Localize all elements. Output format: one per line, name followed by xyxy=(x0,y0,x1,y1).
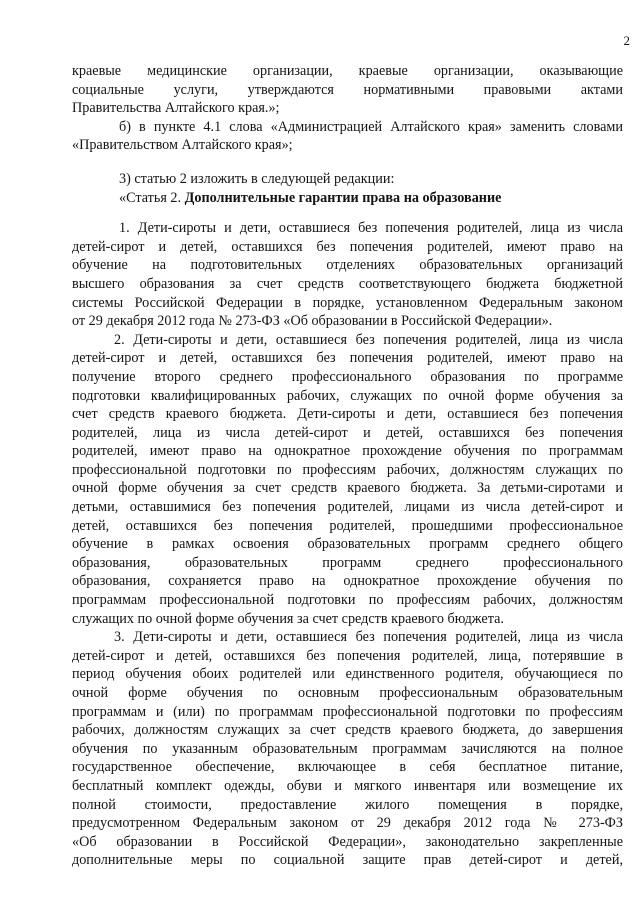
text-line: дополнительные меры по социальной защите прав детей-сирот и детей, xyxy=(72,852,623,869)
text-line: очной форме обучения по основным профессиональным образовательным xyxy=(72,685,623,701)
text-line: 1. Дети-сироты и дети, оставшиеся без попечения родителей, лица из числа xyxy=(119,220,623,237)
text-line: обучение на подготовительных отделениях образовательных организаций xyxy=(72,257,623,274)
text-line: 3. Дети-сироты и дети, оставшиеся без попечения родителей, лица из числа xyxy=(114,629,623,646)
text-line: детей, оставшихся без попечения родителей, прошедшими профессиональное xyxy=(72,517,623,534)
text-line: обучения по указанным образовательным программам зачисляются на полное xyxy=(72,740,623,757)
text-line: программам профессиональной подготовки по профессиям рабочих, должностям xyxy=(72,592,623,609)
text-line: образования, сохраняется право на однократное прохождение обучения по xyxy=(72,573,623,590)
text-line: образования, образовательных программ среднего профессионального xyxy=(72,554,623,571)
text-line: социальные услуги, утверждаются нормативными правовыми актами xyxy=(72,81,623,98)
text-line: программам и (или) по программам профессиональной подготовки по профессиям xyxy=(72,703,623,720)
text-line: детей-сирот и детей, оставшихся без попечения родителей, имеют право на xyxy=(72,238,623,255)
text-line: Правительства Алтайского края.»; xyxy=(72,100,280,117)
text-line: получение второго среднего профессионального образования по программе xyxy=(72,368,623,385)
page-number: 2 xyxy=(623,33,630,48)
text-line: служащих по очной форме обучения за счет средств краевого бюджета. xyxy=(72,610,504,627)
text-line: очной форме обучения за счет средств краевого бюджета. За детьми-сиротами и xyxy=(72,480,623,497)
text-line: полной стоимости, предоставление жилого помещения в порядке, xyxy=(72,796,623,813)
item-b-paragraph xyxy=(72,118,623,155)
text-line: б) в пункте 4.1 слова «Администрацией Алтайского края» заменить словами xyxy=(119,118,623,135)
document-body xyxy=(72,62,623,870)
text-line: период обучения обоих родителей или единственного родителя, обучающиеся по xyxy=(72,666,623,683)
text-line: детей-сирот и детей, оставшихся без попечения родителей, лица, потерявшие в xyxy=(72,647,623,664)
text-line: высшего образования за счет средств соответствующего бюджета бюджетной xyxy=(72,275,623,292)
paragraph-2 xyxy=(72,331,623,629)
text-line: профессиональной подготовки по профессиям рабочих, должностям служащих по xyxy=(72,461,623,478)
text-line: бесплатный комплект одежды, обуви и мягкого инвентаря или возмещение их xyxy=(72,777,623,794)
text-line: счет средств краевого бюджета. Дети-сироты и дети, оставшиеся без попечения xyxy=(72,406,623,423)
text-line: государственное обеспечение, включающее в себя бесплатное питание, xyxy=(72,759,623,776)
text-line: обучение в рамках освоения образовательных программ среднего общего xyxy=(72,536,623,553)
article-title: Дополнительные гарантии права на образование xyxy=(184,189,502,206)
text-line: детьми, оставшимися без попечения родителей, лицами из числа детей-сирот и xyxy=(72,499,623,516)
paragraph-1 xyxy=(72,219,623,331)
item-3-paragraph: 3) статью 2 изложить в следующей редакции: xyxy=(119,170,395,187)
text-line: системы Российской Федерации в порядке, установленном Федеральным законом xyxy=(72,294,623,311)
text-line: краевые медицинские организации, краевые организации, оказывающие xyxy=(72,63,623,79)
text-line: детей-сирот и детей, оставшихся без попечения родителей, имеют право на xyxy=(72,350,623,367)
text-line: от 29 декабря 2012 года № 273-ФЗ «Об образовании в Российской Федерации». xyxy=(72,313,553,330)
intro-paragraph xyxy=(72,62,623,118)
text-line: подготовки квалифицированных рабочих, служащих по очной форме обучения за xyxy=(72,387,623,404)
article-prefix: «Статья 2. xyxy=(119,189,185,206)
text-line: «Об образовании в Российской Федерации», законодательно закрепленные xyxy=(72,833,623,850)
text-line: родителей, лица из числа детей-сирот и детей, оставшихся без попечения xyxy=(72,424,623,441)
text-line: рабочих, должностям служащих за счет средств краевого бюджета, до завершения xyxy=(72,722,623,739)
text-line: родителей, имеют право на однократное прохождение обучения по программам xyxy=(72,443,623,460)
text-line: 2. Дети-сироты и дети, оставшиеся без попечения родителей, лица из числа xyxy=(114,331,623,348)
text-line: предусмотренном Федеральным законом от 29 декабря 2012 года № 273-ФЗ xyxy=(72,815,623,832)
article-heading xyxy=(72,189,623,208)
text-line: «Правительством Алтайского края»; xyxy=(72,137,293,154)
paragraph-3 xyxy=(72,628,623,870)
